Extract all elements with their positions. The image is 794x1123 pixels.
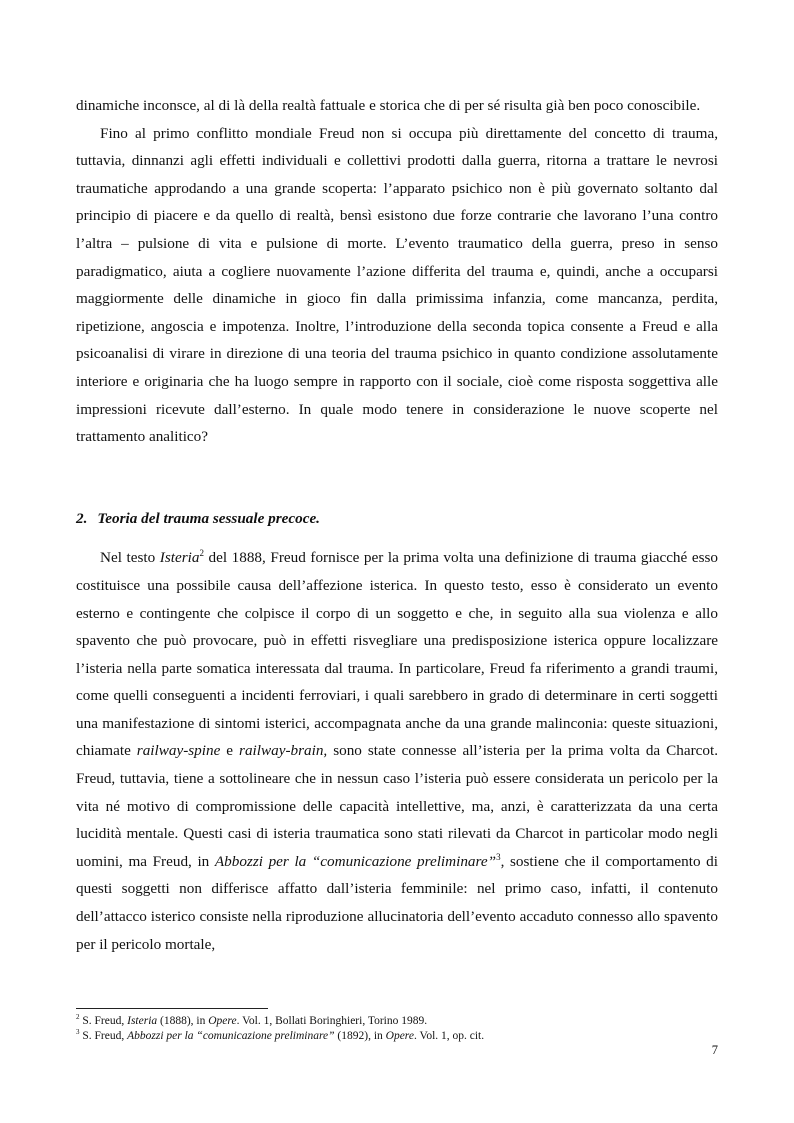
text-run: Nel testo — [100, 549, 160, 567]
italic-title-abbozzi: Abbozzi per la “comunicazione preliminare” — [214, 852, 497, 870]
section-heading — [76, 505, 718, 533]
paragraph-freud-war-trauma: Fino al primo conflitto mondiale Freud non si occupa più direttamente del concetto di trauma, tuttavia, dinnanzi agli effetti individuali e collettivi prodotti dalla guerra, ritorna a trattare le nevrosi traumatiche approdando a una grande scoperta: l’apparato psichico non è più governato soltanto dal principio di piacere e da quello di realtà, bensì esistono due forze contrarie che lavorano l’una contro l’altra – pulsione di vita e pulsione di morte. L’evento traumatico della guerra, preso in senso paradigmatico, aiuta a cogliere nuovamente l’azione differita del trauma e, quindi, anche a occuparsi maggiormente delle dinamiche in gioco fin dalla primissima infanzia, come mancanza, perdita, ripetizione, angoscia e impotenza. Inoltre, l’introduzione della seconda topica consente a Freud e alla psicoanalisi di virare in direzione di una teoria del trauma psichico in quanto condizione assolutamente interiore e originaria che ha luogo sempre in rapporto con il sociale, cioè come risposta soggettiva alle impressioni ricevute dall’esterno. In quale modo tenere in considerazione le nuove scoperte nel trattamento analitico? — [76, 124, 718, 446]
footnote-italic: Opere — [385, 1029, 414, 1042]
footnote-text: (1892), in — [334, 1029, 386, 1042]
italic-term: railway-spine — [136, 742, 221, 760]
footnote-mark: 3 — [76, 1027, 80, 1036]
footnote-2 — [76, 1014, 718, 1029]
footnote-text: (1888), in — [157, 1015, 209, 1027]
paragraph-continuation: dinamiche inconsce, al di là della realtà fattuale e storica che di per sé risulta già ben poco conoscibile. — [76, 97, 701, 114]
footnote-text: . Vol. 1, Bollati Boringhieri, Torino 1989. — [236, 1015, 428, 1027]
footnote-italic: Isteria — [127, 1015, 158, 1027]
document-body — [76, 92, 718, 958]
footnote-text: S. Freud, — [79, 1015, 128, 1027]
text-run: , sostiene che il comportamento di questi soggetti non differisce affatto dall’isteria femminile: nel primo caso, infatti, il contenuto dell’attacco isterico consiste nella riproduzione allucinatoria dell’evento accaduto connesso allo spavento per il pericolo mortale, — [76, 852, 718, 953]
footnote-separator — [76, 1008, 268, 1009]
footnote-text: S. Freud, — [79, 1029, 128, 1042]
text-run: e — [220, 742, 240, 760]
footnote-italic: Opere — [208, 1015, 237, 1027]
paragraph-isteria — [76, 544, 718, 958]
text-run: del 1888, Freud fornisce per la prima volta una definizione di trauma giacché esso costituisce una possibile causa dell’affezione isterica. In questo testo, esso è considerato un evento esterno e contingente che colpisce il corpo di un soggetto e che, in seguito alla sua violenza e allo spavento che può provocare, può in effetti risvegliare una predisposizione isterica oppure localizzare l’isteria nella parte somatica interessata dal trauma. In particolare, Freud fa riferimento a grandi traumi, come quelli conseguenti a incidenti ferroviari, i quali sarebbero in grado di determinare in certi soggetti una manifestazione di sintomi isterici, accompagnata anche da una grande malinconia: queste situazioni, chiamate — [76, 549, 718, 760]
page-number: 7 — [711, 1043, 718, 1057]
section-title: Teoria del trauma sessuale precoce. — [97, 509, 320, 527]
footnote-italic: Abbozzi per la “comunicazione preliminare” — [127, 1029, 335, 1042]
italic-term: railway-brain, — [239, 742, 328, 760]
footnote-text: . Vol. 1, op. cit. — [413, 1029, 485, 1042]
italic-title-isteria: Isteria — [159, 549, 200, 567]
footnote-ref-3[interactable]: 3 — [496, 851, 501, 862]
text-run: sono state connesse all’isteria per la prima volta da Charcot. Freud, tuttavia, tiene a sottolineare che in nessun caso l’isteria può essere considerata un pericolo per la vita né motivo di compromissione delle capacità intellettive, ma, anzi, è caratterizzata da una certa lucidità mentale. Questi casi di isteria traumatica sono stati rilevati da Charcot in particolar modo negli uomini, ma Freud, in — [76, 742, 719, 870]
section-number: 2. — [76, 509, 88, 527]
footnote-mark: 2 — [76, 1013, 80, 1022]
footnotes — [76, 1014, 718, 1043]
footnote-3 — [76, 1029, 718, 1044]
footnote-ref-2[interactable]: 2 — [199, 548, 204, 559]
